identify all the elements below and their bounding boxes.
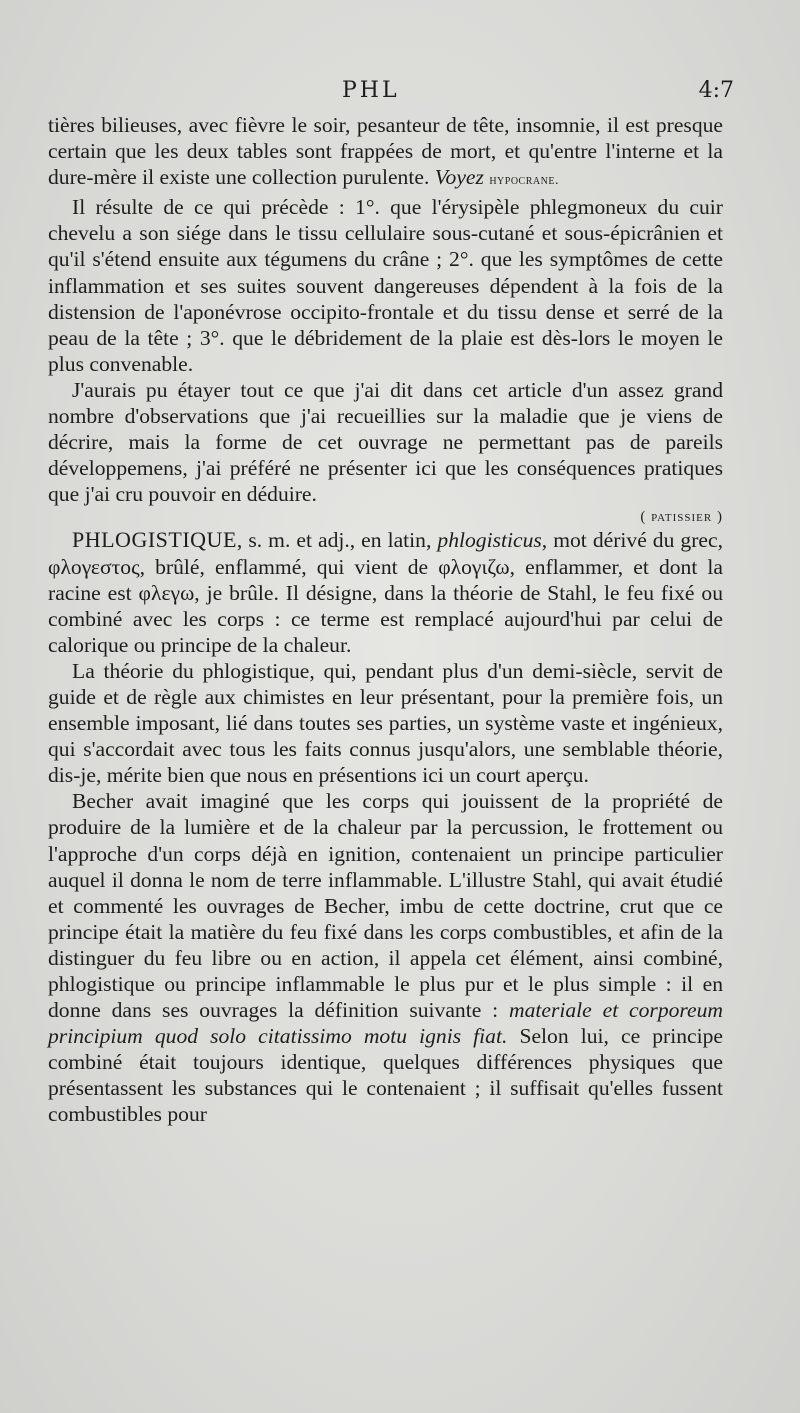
entry-headword: PHLOGISTIQUE [72, 527, 237, 553]
author-signature: ( patissier ) [640, 509, 723, 526]
body-text [48, 112, 723, 1128]
entry-definition: , mot dérivé du grec, φλογεστος, brûlé, enflammé, qui vient de φλογιζω, enflammer, et dont la racine est φλεγω, je brûle. Il désigne, dans la théorie de Stahl, le feu fixé ou combiné avec les corps : ce terme est remplacé aujourd'hui par celui de calorique ou principe de la chaleur. [48, 528, 723, 657]
cross-reference-voyez: Voyez [434, 165, 484, 190]
running-head-title: PHL [342, 78, 400, 103]
entry-latin-term: phlogisticus [437, 528, 542, 553]
paragraph-becher-continuation: Selon lui, ce principe combiné était toujours identique, quelques différences physiques que présentassent les substances qui le contenaient ; il suffisait qu'elles fussent combustibles pour [48, 1024, 723, 1127]
paragraph-observations: J'aurais pu étayer tout ce que j'ai dit dans cet article d'un assez grand nombre d'observations que j'ai recueillies sur la maladie que je viens de décrire, mais la forme de cet ouvrage ne permettant pas de pareils développemens, j'ai préféré ne présenter ici que les conséquences pratiques que j'ai cru pouvoir en déduire. [48, 377, 723, 507]
paragraph-continuation [48, 112, 723, 194]
paragraph-becher-stahl [48, 788, 723, 1127]
paragraph-becher-text: Becher avait imaginé que les corps qui jouissent de la propriété de produire de la lumière et de la chaleur par la percussion, le frottement ou l'approche d'un corps déjà en ignition, contenaient un principe particulier auquel il donna le nom de terre inflammable. L'illustre Stahl, qui avait étudié et commenté les ouvrages de Becher, imbu de cette doctrine, crut que ce principe était la matière du feu fixé dans les corps combustibles, et afin de la distinguer du feu libre ou en action, il appela cet élément, ainsi combiné, phlogistique ou principe inflammable le plus pur et le plus simple : il en donne dans ses ouvrages la définition suivante : [48, 789, 723, 1023]
paragraph-1-text: tières bilieuses, avec fièvre le soir, pesanteur de tête, insomnie, il est presque certain que les deux tables sont frappées de mort, et qu'entre l'interne et la dure-mère il existe une collection purulente. [48, 113, 723, 190]
paragraph-summary: Il résulte de ce qui précède : 1°. que l'érysipèle phlegmoneux du cuir chevelu a son siége dans le tissu cellulaire sous-cutané et sous-épicrânien et qu'il s'étend ensuite aux tégumens du crâne ; 2°. que les symptômes de cette inflammation et ses suites souvent dangereuses dépendent à la fois de la distension de l'aponévrose occipito-frontale et du tissu dense et serré de la peau de la tête ; 3°. que le débridement de la plaie est dès-lors le moyen le plus convenable. [48, 195, 723, 376]
entry-phlogistique [48, 527, 723, 657]
page-number: 4:7 [698, 78, 734, 103]
latin-definition: materiale et corporeum principium quod solo citatissimo motu ignis fiat. [48, 998, 723, 1049]
running-head [0, 78, 800, 108]
paragraph-theory: La théorie du phlogistique, qui, pendant plus d'un demi-siècle, servit de guide et de règle aux chimistes en leur présentant, pour la première fois, un ensemble imposant, lié dans toutes ses parties, un système vaste et ingénieux, qui s'accordait avec tous les faits connus jusqu'alors, une semblable théorie, dis-je, mérite bien que nous en présentions ici un court aperçu. [48, 658, 723, 788]
cross-reference-target: hypocrane. [489, 173, 559, 189]
entry-grammar: , s. m. et adj., en latin, [236, 528, 432, 553]
